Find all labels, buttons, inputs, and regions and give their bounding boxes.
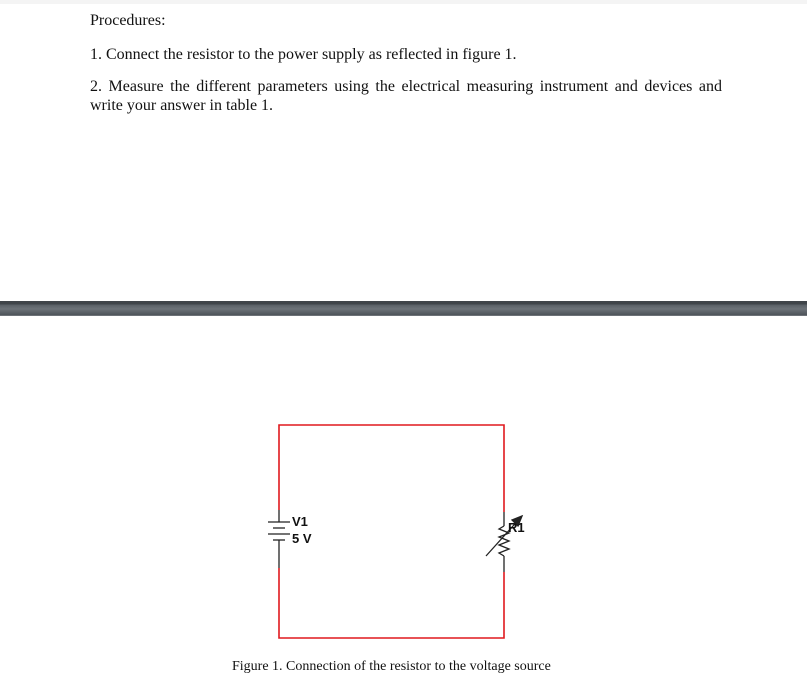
wire-bottom [279,568,504,638]
figure-caption: Figure 1. Connection of the resistor to the voltage source [232,659,551,674]
procedures-heading: Procedures: [90,12,166,29]
resistor-label: R1 [508,520,525,535]
page-top-border [0,0,807,4]
battery-symbol [268,510,290,568]
procedure-step-2: 2. Measure the different parameters using the electrical measuring instrument and devices and write your answer in table 1. [90,78,722,114]
section-divider [0,301,807,316]
circuit-figure [0,316,807,700]
circuit-diagram [0,316,807,700]
procedure-step-1: 1. Connect the resistor to the power supply as reflected in figure 1. [90,46,517,63]
wire-top [279,425,504,512]
circuit-wires [279,425,504,638]
source-value: 5 V [292,531,312,546]
source-label: V1 [292,514,308,529]
